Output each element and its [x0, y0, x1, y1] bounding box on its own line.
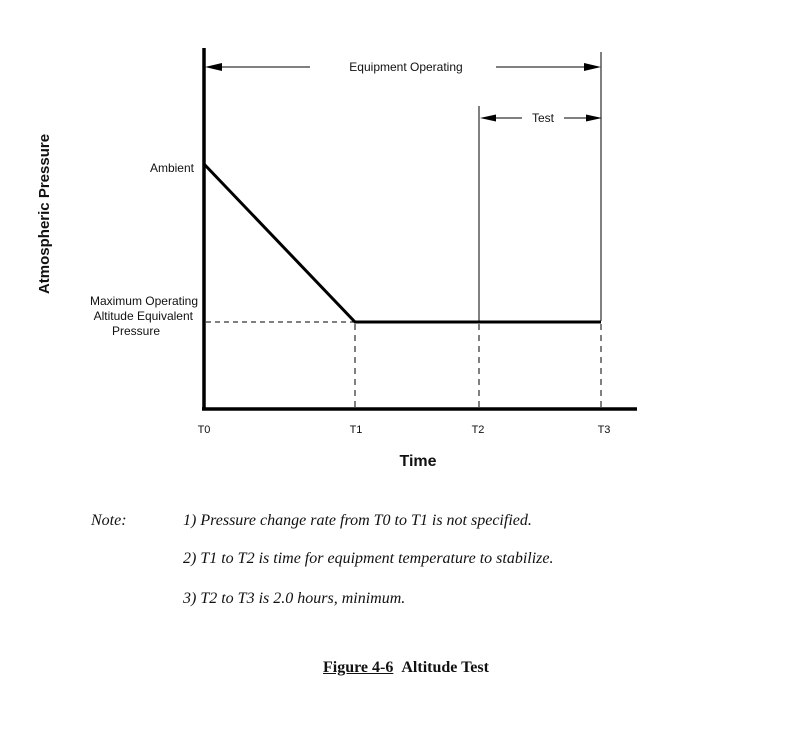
test-left-arrowhead: [480, 115, 496, 122]
max-pressure-label-line3: Pressure: [111, 324, 160, 338]
note-item-3: 3) T2 to T3 is 2.0 hours, minimum.: [183, 590, 406, 607]
equipment-operating-left-arrowhead: [205, 63, 222, 71]
equipment-operating-right-arrowhead: [584, 63, 601, 71]
pressure-profile-line: [204, 164, 601, 322]
note-item-2: 2) T1 to T2 is time for equipment temperature to stabilize.: [183, 550, 554, 567]
x-axis-label: Time: [399, 453, 437, 470]
tick-label-t3: T3: [597, 424, 611, 436]
tick-label-t2: T2: [471, 424, 485, 436]
ambient-label: Ambient: [149, 161, 194, 175]
note-label: Note:: [91, 512, 127, 529]
tick-label-t0: T0: [197, 424, 211, 436]
note-item-1: 1) Pressure change rate from T0 to T1 is not specified.: [183, 512, 532, 529]
max-pressure-label-line2: Altitude Equivalent: [93, 309, 193, 323]
tick-label-t1: T1: [349, 424, 363, 436]
figure-title: Altitude Test: [401, 659, 489, 676]
equipment-operating-label: Equipment Operating: [349, 60, 463, 74]
test-right-arrowhead: [586, 115, 602, 122]
test-label: Test: [531, 111, 555, 125]
y-axis-label: Atmospheric Pressure: [36, 133, 53, 295]
figure-number: Figure 4-6: [323, 659, 394, 676]
max-pressure-label-line1: Maximum Operating: [89, 294, 198, 308]
